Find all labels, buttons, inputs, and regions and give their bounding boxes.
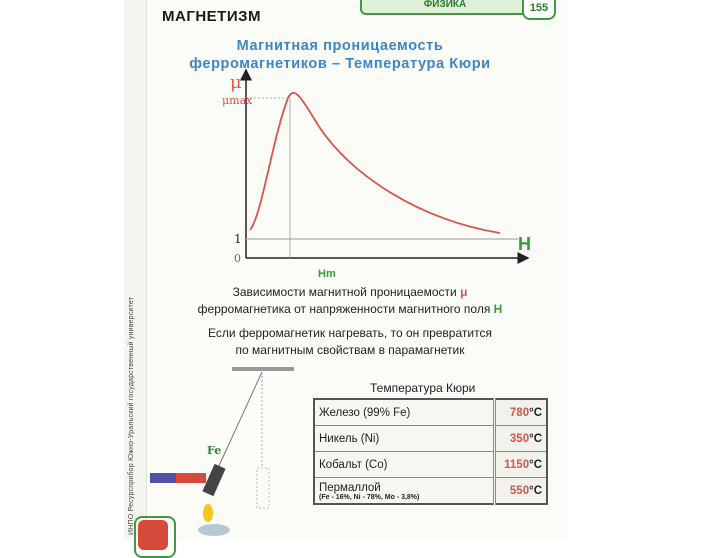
hanging-sample-ghost — [257, 468, 269, 508]
caption-line-3: Если ферромагнетик нагревать, то он превратится — [208, 326, 492, 340]
material-cell: Никель (Ni) — [314, 426, 495, 452]
table-row — [314, 452, 547, 478]
magnet-north — [150, 473, 176, 483]
curie-table-title: Температура Кюри — [370, 381, 476, 395]
y-max-label: μmax — [222, 94, 253, 107]
y-tick-one: 1 — [234, 232, 242, 246]
y-axis-label: μ — [230, 72, 242, 93]
caption-line-1 — [170, 285, 530, 300]
table-row — [314, 426, 547, 452]
temperature-cell: 350°С — [495, 426, 548, 452]
magnet-south — [176, 473, 206, 483]
title-line-1: Магнитная проницаемость — [236, 38, 444, 54]
caption-line-4: по магнитным свойствам в парамагнетик — [235, 343, 465, 357]
flame-icon — [203, 504, 213, 522]
table-row — [314, 478, 547, 505]
temperature-cell: 780°С — [495, 399, 548, 426]
caption-line-2 — [170, 302, 530, 317]
material-cell: Кобальт (Co) — [314, 452, 495, 478]
x-axis-label: H — [518, 234, 531, 254]
origin-label: 0 — [234, 252, 241, 265]
x-peak-label: Hm — [318, 268, 336, 280]
page-topic: МАГНЕТИЗМ — [162, 8, 262, 25]
title-line-2: ферромагнетиков – Температура Кюри — [189, 56, 491, 72]
sample-label: Fe — [207, 444, 222, 457]
caption-h-symbol: H — [493, 302, 503, 316]
material-cell: Железо (99% Fe) — [314, 399, 495, 426]
page-number: 155 — [522, 0, 556, 20]
material-name: Пермаллой — [319, 481, 381, 494]
permeability-curve — [250, 93, 500, 233]
temperature-cell: 550°С — [495, 478, 548, 505]
side-publisher-text: ИНПО Ресурсприбор Южно-Уральский государственный университет — [128, 296, 135, 535]
material-composition: (Fe - 16%, Ni - 78%, Mo - 3,8%) — [319, 493, 420, 501]
table-row — [314, 399, 547, 426]
material-cell — [314, 478, 495, 505]
temperature-cell: 1150°С — [495, 452, 548, 478]
corner-badge — [138, 520, 168, 550]
burner-bowl — [198, 524, 230, 536]
thread-tilted — [218, 372, 262, 468]
suspension-bar — [232, 367, 294, 371]
heating-illustration — [150, 367, 294, 536]
curie-temperature-table — [313, 398, 548, 505]
subject-tab: ФИЗИКА — [360, 0, 530, 15]
caption-mu-symbol: μ — [460, 285, 468, 299]
caption-line-1-text: Зависимости магнитной проницаемости — [232, 285, 457, 299]
caption-line-2-text: ферромагнетика от напряженности магнитного поля — [197, 302, 491, 316]
